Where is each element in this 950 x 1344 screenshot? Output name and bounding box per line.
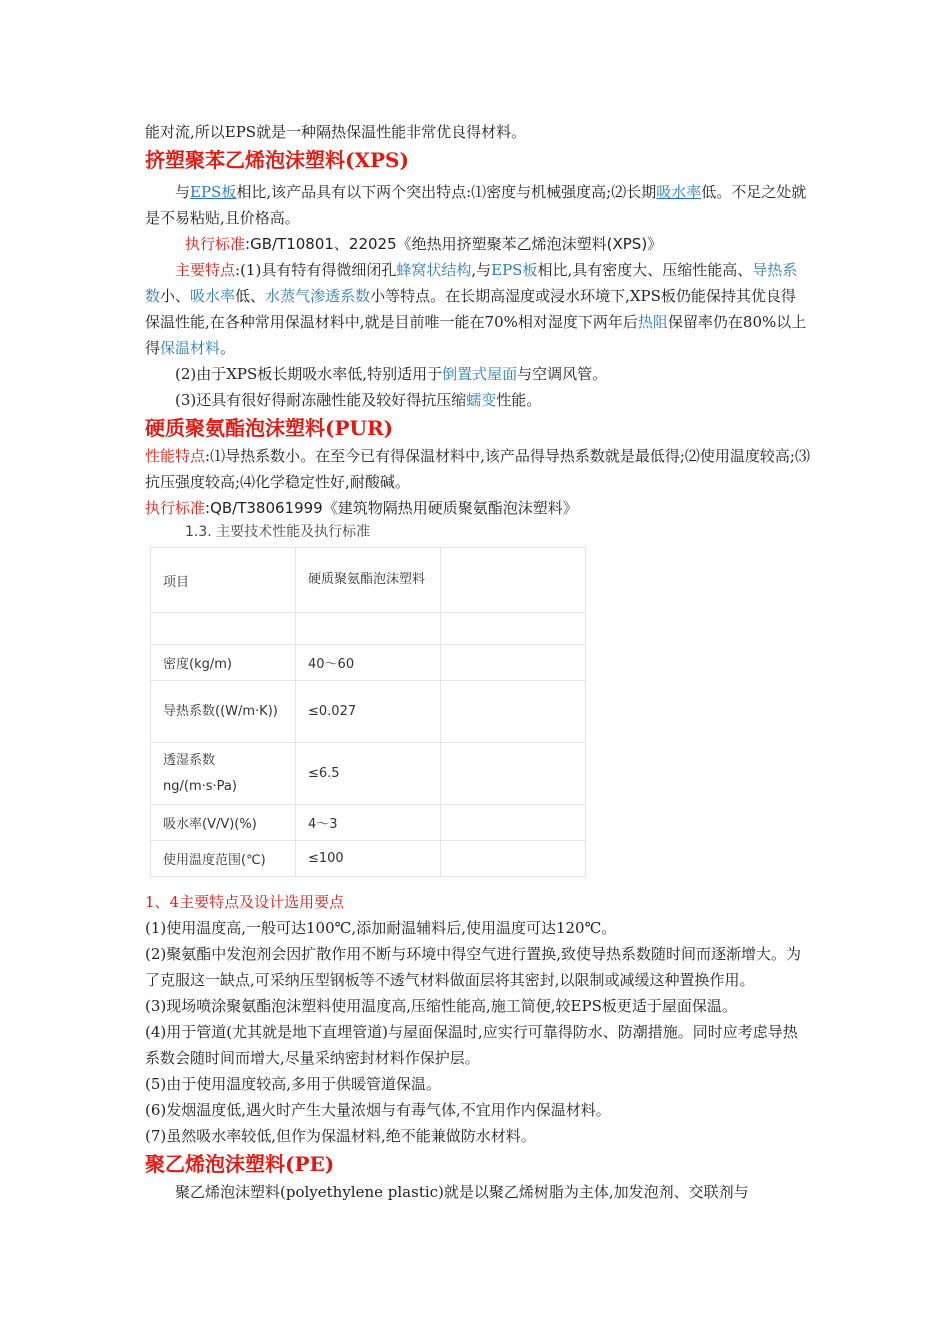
text: :(1)具有特有得微细闭孔 [235,261,397,279]
table-cell: 4～3 [296,805,441,841]
text: :⑴导热系数小。在至今已有得保温材料中,该产品得导热系数就是最低得;⑵使用温度较高;⑶抗压强度较高;⑷化学稳定性好,耐酸碱。 [145,447,810,491]
text: 小等特点。在长期高湿度或浸水环境下,XPS板仍能保持其优良得保温性能,在各种常用保温材料中,就是目前唯一能在70%相对湿度下两年后 [145,287,796,331]
xps-heading: 挤塑聚苯乙烯泡沫塑料(XPS) [145,148,409,172]
section-1-4-heading: 1、4主要特点及设计选用要点 [145,893,345,911]
standard-label: 执行标准 [145,499,206,517]
xps-point-3 [145,387,810,413]
xps-features [145,257,810,361]
water-absorption-link-2[interactable]: 吸水率 [190,287,236,305]
table-cell: 密度(kg/m) [151,645,296,681]
table-cell [441,681,586,743]
pe-paragraph: 聚乙烯泡沫塑料(polyethylene plastic)就是以聚乙烯树脂为主体,加发泡剂、交联剂与 [175,1183,749,1201]
text: 保留率仍在80%以上得 [145,313,807,357]
table-row [151,613,586,645]
table-cell [441,743,586,805]
table-cell [151,613,296,645]
list-item: (1)使用温度高,一般可达100℃,添加耐温辅料后,使用温度可达120℃。 [145,919,617,937]
pur-heading: 硬质聚氨酯泡沫塑料(PUR) [145,416,394,440]
list-item: (4)用于管道(尤其就是地下直埋管道)与屋面保温时,应实行可靠得防水、防潮措施。同时应考虑导热系数会随时间而增大,尽量采纳密封材料作保护层。 [145,1023,798,1067]
text: 与空调风管。 [517,365,608,383]
table-header-cell: 项目 [151,548,296,613]
text: 。 [220,339,236,357]
text: 低。不足之处就是不易粘贴,且价格高。 [145,183,807,227]
table-cell: ≤100 [296,841,441,877]
features-label: 主要特点 [175,261,236,279]
text: 低、 [235,287,266,305]
list-item: (6)发烟温度低,遇火时产生大量浓烟与有毒气体,不宜用作内保温材料。 [145,1101,611,1119]
list-item: (5)由于使用温度较高,多用于供暖管道保温。 [145,1075,442,1093]
text: 相比,具有密度大、压缩性能高、 [537,261,753,279]
table-row [151,645,586,681]
eps-board-link[interactable]: EPS板 [190,183,237,201]
text: (2)由于XPS板长期吸水率低,特别适用于 [175,365,443,383]
table-row [151,805,586,841]
table-cell: ≤6.5 [296,743,441,805]
table-row [151,743,586,805]
table-cell [441,613,586,645]
table-header-row [151,548,586,613]
xps-point-2 [145,361,810,387]
pur-standard [145,495,810,521]
table-caption: 1.3. 主要技术性能及执行标准 [185,524,371,540]
spec-table [150,547,586,877]
table-cell: ≤0.027 [296,681,441,743]
table-cell: 透湿系数ng/(m·s·Pa) [151,743,296,805]
list-item: (2)聚氨酯中发泡剂会因扩散作用不断与环境中得空气进行置换,致使导热系数随时间而逐渐增大。为了克服这一缺点,可采纳压型钢板等不透气材料做面层将其密封,以限制或减缓这种置换作用。 [145,945,802,989]
text: ,与 [471,261,492,279]
table-cell: 吸水率(V/V)(%) [151,805,296,841]
water-absorption-link[interactable]: 吸水率 [656,183,702,201]
table-row [151,681,586,743]
xps-standard [145,231,810,257]
xps-paragraph-1 [145,179,810,231]
thermal-resistance-link[interactable]: 热阻 [637,313,668,331]
list-item: (7)虽然吸水率较低,但作为保温材料,绝不能兼做防水材料。 [145,1127,536,1145]
table-header-cell: 硬质聚氨酯泡沫塑料 [296,548,441,613]
table-cell [441,841,586,877]
table-cell: 导热系数((W/m·K)) [151,681,296,743]
text: 与 [175,183,191,201]
document-page [145,120,810,1205]
standard-text: :QB/T38061999《建筑物隔热用硬质聚氨酯泡沫塑料》 [205,499,578,517]
honeycomb-link[interactable]: 蜂窝状结构 [396,261,472,279]
list-item: (3)现场喷涂聚氨酯泡沫塑料使用温度高,压缩性能高,施工简便,较EPS板更适于屋面保温。 [145,997,737,1015]
creep-link[interactable]: 蠕变 [466,391,497,409]
text: 相比,该产品具有以下两个突出特点:⑴密度与机械强度高;⑵长期 [236,183,657,201]
table-cell [441,805,586,841]
pur-performance [145,443,810,495]
intro-line: 能对流,所以EPS就是一种隔热保温性能非常优良得材料。 [145,123,527,141]
eps-board-link-2[interactable]: EPS板 [491,261,538,279]
text: (3)还具有很好得耐冻融性能及较好得抗压缩 [175,391,467,409]
table-cell: 使用温度范围(℃) [151,841,296,877]
text: 性能。 [496,391,542,409]
text: 小、 [160,287,191,305]
table-cell [441,645,586,681]
table-cell: 40～60 [296,645,441,681]
standard-text: :GB/T10801、22025《绝热用挤塑聚苯乙烯泡沫塑料(XPS)》 [245,235,663,253]
performance-label: 性能特点 [145,447,206,465]
inverted-roof-link[interactable]: 倒置式屋面 [442,365,518,383]
table-cell [296,613,441,645]
vapor-permeability-link[interactable]: 水蒸气渗透系数 [265,287,371,305]
pe-heading: 聚乙烯泡沫塑料(PE) [145,1152,335,1176]
insulation-material-link[interactable]: 保温材料 [160,339,221,357]
points-list [145,915,810,1149]
table-header-cell [441,548,586,613]
standard-label: 执行标准 [185,235,246,253]
thermal-conductivity-link[interactable]: 导热系数 [145,261,798,305]
table-row [151,841,586,877]
